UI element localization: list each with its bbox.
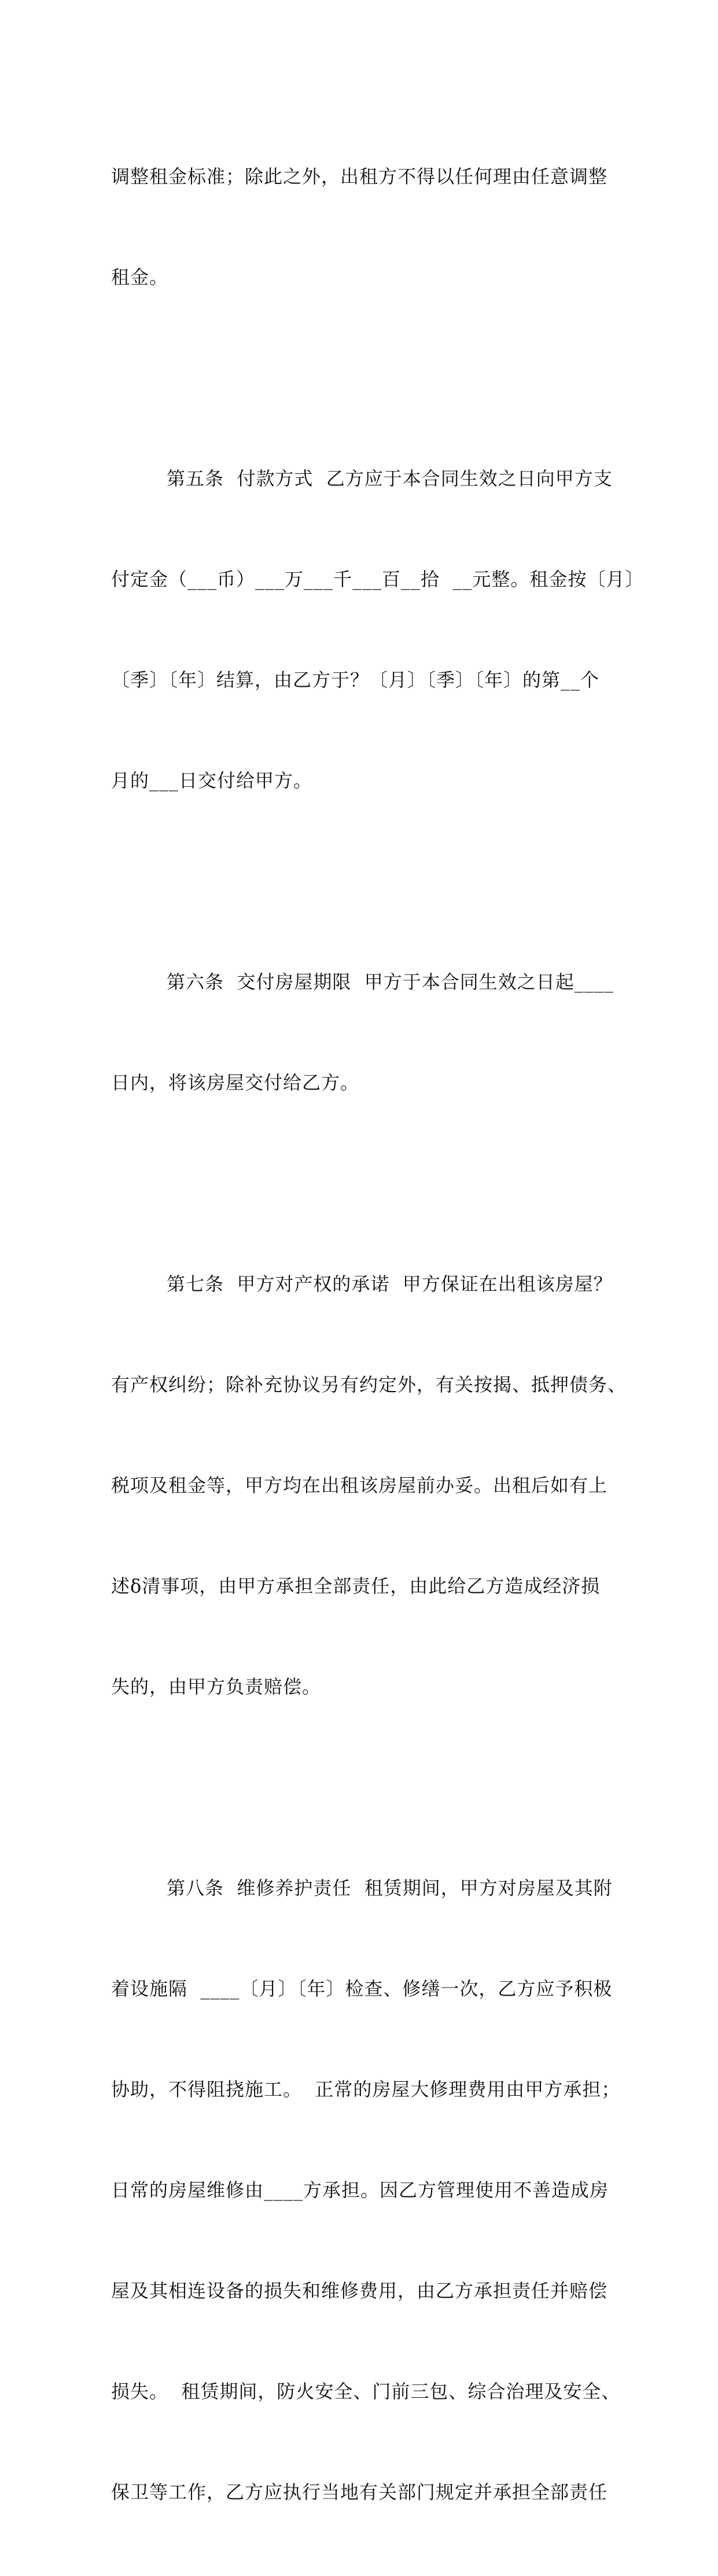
text-line: 失的，由甲方负责赔偿。	[111, 1676, 322, 1698]
text-segment: 第六条 交付房屋期限 甲方于本合同生效之日起____	[167, 971, 614, 993]
text-line: 协助，不得阻挠施工。 正常的房屋大修理费用由甲方承担；	[111, 2078, 621, 2100]
text-line: 日内，将该房屋交付给乙方。	[111, 1072, 360, 1094]
text-line: 月的___日交付给甲方。	[111, 770, 313, 792]
text-line	[111, 1267, 613, 1301]
paragraph-article-5-payment	[111, 395, 645, 864]
text-line: 有产权纠纷；除补充协议另有约定外，有关按揭、抵押债务、	[111, 1374, 627, 1396]
text-segment: 第八条 维修养护责任 租赁期间，甲方对房屋及其附	[167, 1877, 613, 1899]
text-line: 日常的房屋维修由____方承担。因乙方管理使用不善造成房	[111, 2179, 609, 2201]
text-line: 着设施隔 ____〔月〕〔年〕检查、修缮一次，乙方应予积极	[111, 1978, 613, 2000]
paragraph-article-8-maintenance	[111, 1804, 621, 2576]
paragraph-rent-adjustment	[111, 93, 609, 361]
text-line: 调整租金标准；除此之外，出租方不得以任何理由任意调整	[111, 165, 608, 187]
document-body	[111, 93, 645, 2576]
text-line: 屋及其相连设备的损失和维修费用，由乙方承担责任并赔偿	[111, 2280, 608, 2302]
text-line: 〔季〕〔年〕结算，由乙方于？〔月〕〔季〕〔年〕的第__个	[111, 669, 600, 691]
paragraph-article-6-delivery	[111, 898, 614, 1166]
text-line	[111, 462, 613, 495]
text-line: 付定金（___币）___万___千___百__拾 __元整。租金按〔月〕	[111, 568, 645, 590]
text-line: 税项及租金等，甲方均在出租该房屋前办妥。出租后如有上	[111, 1474, 608, 1496]
text-line: 述δ清事项，由甲方承担全部责任，由此给乙方造成经济损	[111, 1575, 601, 1597]
paragraph-article-7-title	[111, 1200, 627, 1771]
text-line: 保卫等工作，乙方应执行当地有关部门规定并承担全部责任	[111, 2481, 608, 2503]
text-line	[111, 1871, 613, 1905]
text-segment: 第五条 付款方式 乙方应于本合同生效之日向甲方支	[167, 468, 613, 490]
text-segment: 第七条 甲方对产权的承诺 甲方保证在出租该房屋？	[167, 1273, 613, 1295]
text-line	[111, 965, 614, 999]
text-line: 损失。 租赁期间，防火安全、门前三包、综合治理及安全、	[111, 2380, 621, 2402]
text-line: 租金。	[111, 266, 169, 288]
